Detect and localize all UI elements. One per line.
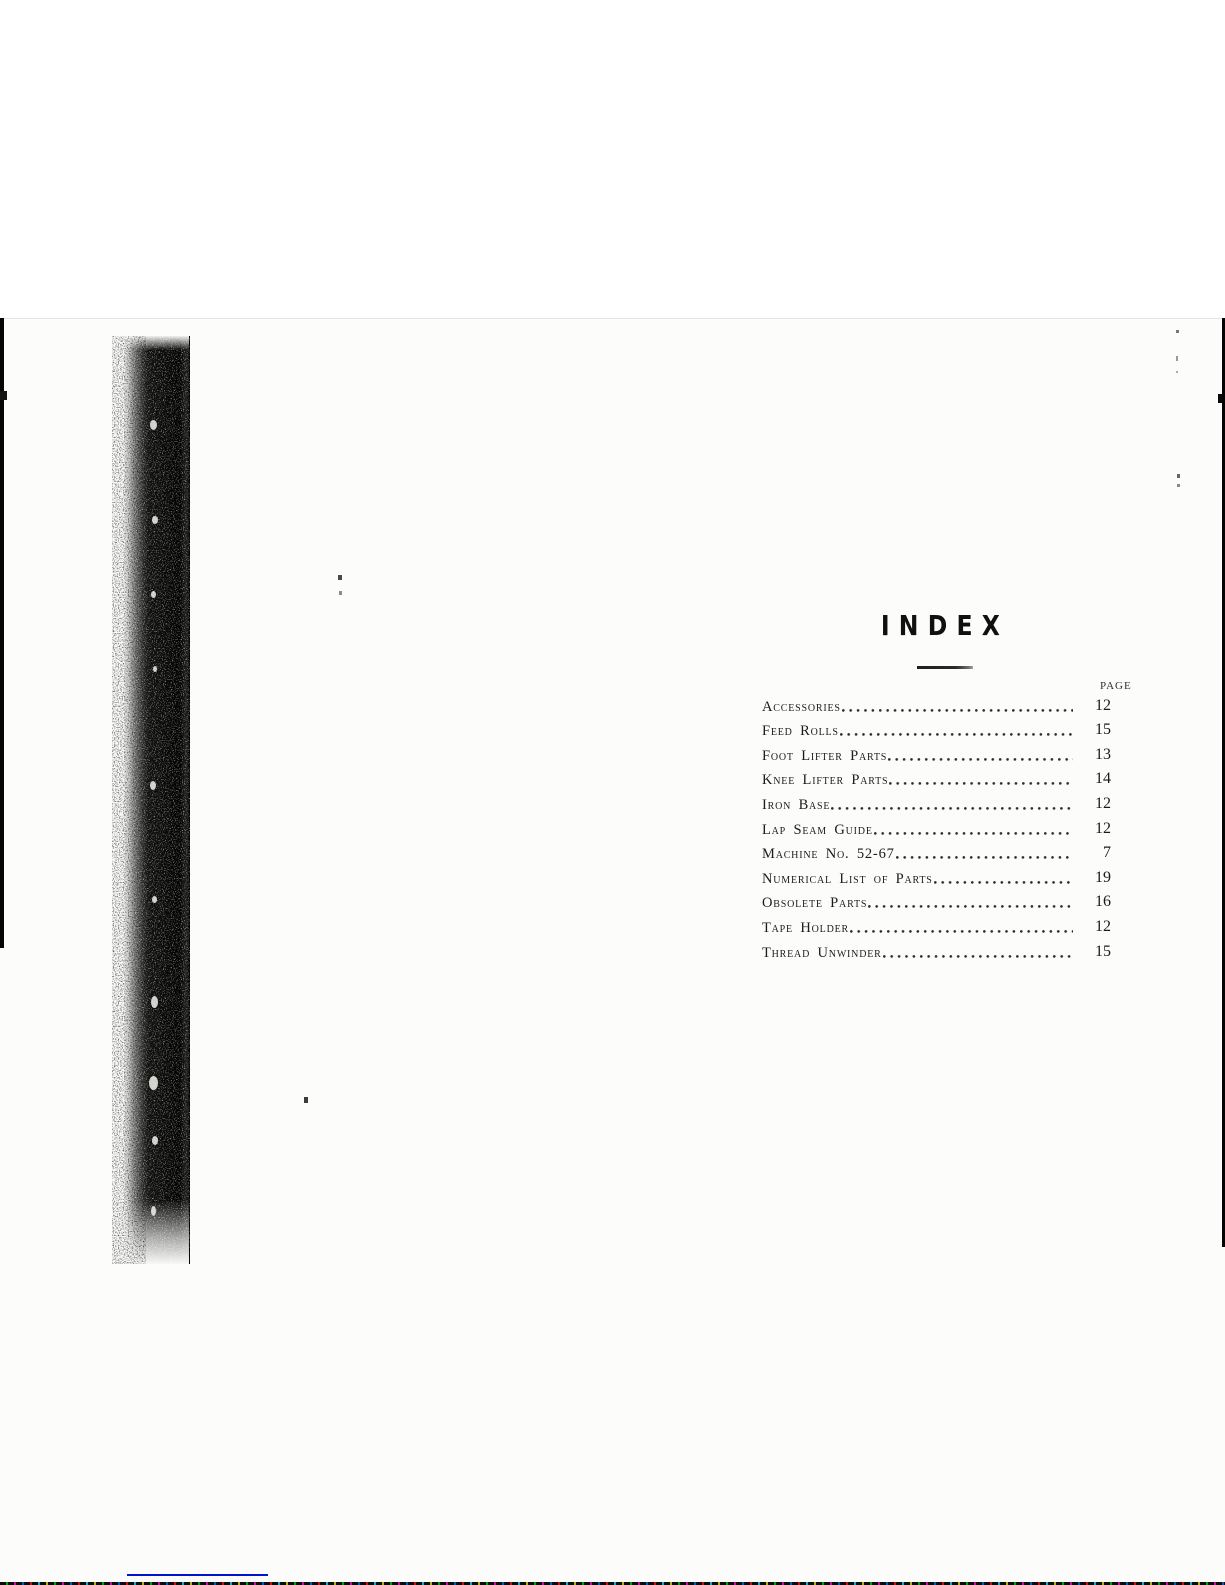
index-entry-label: Lap Seam Guide bbox=[762, 821, 873, 838]
dot-leader bbox=[889, 782, 1073, 785]
scan-speck bbox=[1177, 484, 1180, 487]
scan-speck bbox=[339, 591, 342, 595]
index-entry-page: 13 bbox=[1095, 745, 1111, 763]
index-entry-label: Foot Lifter Parts bbox=[762, 747, 888, 764]
index-entry bbox=[762, 740, 1111, 765]
index-entry-label: Obsolete Parts bbox=[762, 895, 868, 912]
index-entry-label: Feed Rolls bbox=[762, 723, 839, 740]
index-entry bbox=[762, 789, 1111, 814]
dot-leader bbox=[888, 758, 1073, 761]
scan-edge-notch bbox=[1218, 394, 1223, 403]
scan-edge-left bbox=[0, 318, 4, 948]
scan-blob bbox=[151, 996, 158, 1008]
index-entry bbox=[762, 814, 1111, 839]
scan-blob bbox=[151, 591, 156, 598]
scan-blob bbox=[151, 1206, 156, 1216]
index-entry-page: 15 bbox=[1095, 942, 1111, 960]
page-column-header: PAGE bbox=[1100, 680, 1132, 692]
scan-blob bbox=[150, 781, 156, 790]
index-entry bbox=[762, 716, 1111, 741]
scan-speck bbox=[1176, 356, 1178, 361]
index-entry-page: 12 bbox=[1095, 696, 1111, 714]
scan-speck bbox=[1176, 330, 1179, 333]
scan-blob bbox=[149, 1076, 158, 1090]
scan-speck bbox=[338, 575, 342, 580]
title-rule bbox=[917, 666, 973, 669]
dot-leader bbox=[934, 881, 1073, 884]
index-entry-page: 7 bbox=[1103, 844, 1111, 862]
scan-blob bbox=[152, 1136, 158, 1145]
scan-speck bbox=[304, 1097, 308, 1103]
scan-binding-strip bbox=[124, 336, 190, 1264]
index-entry bbox=[762, 912, 1111, 937]
index-entry-page: 19 bbox=[1095, 868, 1111, 886]
scan-edge-notch bbox=[0, 391, 7, 400]
index-entry-page: 16 bbox=[1095, 893, 1111, 911]
index-entry-label: Tape Holder bbox=[762, 919, 849, 936]
index-entry-page: 12 bbox=[1095, 917, 1111, 935]
index-entry-label: Numerical List of Parts bbox=[762, 870, 933, 887]
index-list bbox=[762, 691, 1111, 962]
index-entry bbox=[762, 691, 1111, 716]
index-entry-label: Thread Unwinder bbox=[762, 944, 882, 961]
index-entry-page: 12 bbox=[1095, 794, 1111, 812]
index-entry bbox=[762, 765, 1111, 790]
index-entry bbox=[762, 863, 1111, 888]
index-entry bbox=[762, 888, 1111, 913]
scan-blob bbox=[152, 896, 157, 903]
index-entry-label: Machine No. 52-67 bbox=[762, 846, 895, 863]
page-title: INDEX bbox=[880, 609, 1010, 642]
scan-blob bbox=[150, 420, 157, 430]
dot-leader bbox=[840, 733, 1073, 736]
dot-leader bbox=[874, 832, 1073, 835]
scan-blob bbox=[153, 666, 157, 672]
index-entry bbox=[762, 937, 1111, 962]
index-entry-label: Knee Lifter Parts bbox=[762, 772, 889, 789]
dot-leader bbox=[883, 955, 1073, 958]
index-entry-page: 12 bbox=[1095, 819, 1111, 837]
index-entry bbox=[762, 839, 1111, 864]
scan-speck bbox=[1177, 474, 1180, 478]
dot-leader bbox=[850, 930, 1073, 933]
scan-blob bbox=[152, 516, 158, 524]
dot-leader bbox=[896, 856, 1073, 859]
index-entry-page: 15 bbox=[1095, 721, 1111, 739]
index-entry-page: 14 bbox=[1095, 770, 1111, 788]
dot-leader bbox=[868, 905, 1073, 908]
index-entry-label: Accessories bbox=[762, 698, 841, 715]
scan-speck bbox=[1176, 371, 1178, 373]
dot-leader bbox=[842, 709, 1073, 712]
dot-leader bbox=[831, 807, 1073, 810]
index-entry-label: Iron Base bbox=[762, 796, 831, 813]
footer-blue-underline bbox=[127, 1574, 268, 1576]
